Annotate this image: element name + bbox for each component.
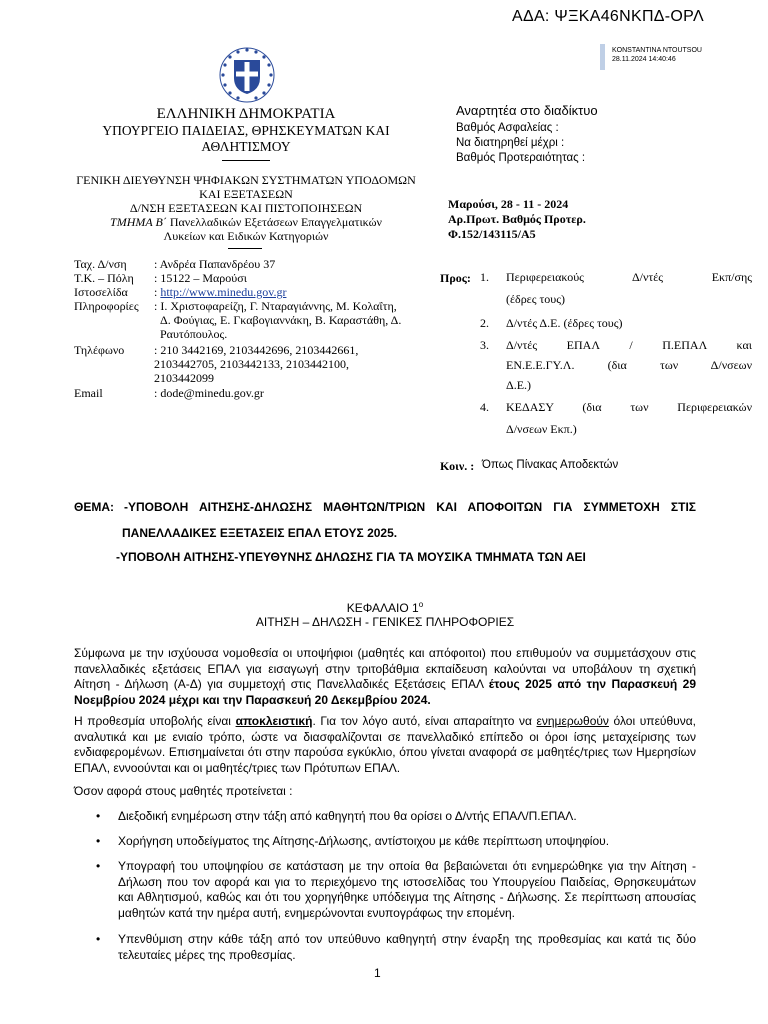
page-number: 1 [374,966,381,980]
paragraph-3: Όσον αφορά στους μαθητές προτείνεται : [74,784,293,798]
paragraph-2-text: Η προθεσμία υποβολής είναι [74,714,236,728]
phone-line3: 2103442099 [154,371,214,385]
paragraph-2-text: όλοι υπεύθυνα, αναλυτικά και με ενιαίο τρόπο, ώστε να διασφαλίζονται σε πανελλαδικό επίπεδο οι όροι ίσης μεταχείρισης των ενδιαφερομένων. Επισημαίνεται ότι στην παρούσα εγκύκλιο, όπου γίνεται αναφορά σε μαθητές/τριες των Ημερησίων ΕΠΑΛ, εννοούνται και οι μαθητές/τριες των Πρότυπων ΕΠΑΛ. [74,714,696,775]
protocol-number: Φ.152/143115/Α5 [448,227,536,241]
recipient-line: ΕΝ.Ε.Ε.ΓΥ.Λ. (δια των Δ/νσεων [506,358,752,372]
header-divider [222,160,270,161]
subject-line1: -ΥΠΟΒΟΛΗ ΑΙΤΗΣΗΣ-ΔΗΛΩΣΗΣ ΜΑΘΗΤΩΝ/ΤΡΙΩΝ ΚΑΙ ΑΠΟΦΟΙΤΩΝ ΓΙΑ ΣΥΜΜΕΤΟΧΗ ΣΤΙΣ [124,500,696,514]
paragraph-2 [74,714,696,776]
list-item-text: Χορήγηση υποδείγματος της Αίτησης-Δήλωσης, αντίστοιχου με κάθε περίπτωση υποψηφίου. [118,834,610,848]
paragraph-2-text: . Για τον λόγο αυτό, είναι απαραίτητο να [312,714,537,728]
recipient-line: ΚΕΔΑΣΥ (δια των Περιφερειακών [506,400,752,414]
to-label: Προς: [440,271,471,285]
postal-label: Τ.Κ. – Πόλη [74,271,134,285]
directorate-line1: ΓΕΝΙΚΗ ΔΙΕΥΘΥΝΣΗ ΨΗΦΙΑΚΩΝ ΣΥΣΤΗΜΑΤΩΝ ΥΠΟΔΟΜΩΝ [76,173,416,187]
address-value: : Ανδρέα Παπανδρέου 37 [154,257,276,271]
header-divider-2 [228,248,262,249]
greek-coat-of-arms-icon [218,46,276,104]
republic-title: ΕΛΛΗΝΙΚΗ ΔΗΜΟΚΡΑΤΙΑ [156,106,336,122]
recipient-num: 3. [480,338,489,352]
info-line2: Δ. Φούγιας, Ε. Γκαβογιαννάκη, Β. Καραστάθη, Δ. [160,313,402,327]
subject-line2: ΠΑΝΕΛΛΑΔΙΚΕΣ ΕΞΕΤΑΣΕΙΣ ΕΠΑΛ ΕΤΟΥΣ 2025. [122,526,398,540]
security-level: Βαθμός Ασφαλείας : [456,122,559,134]
chapter-title-text: ΚΕΦΑΛΑΙΟ 1 [346,601,419,615]
website-link[interactable]: http://www.minedu.gov.gr [160,285,287,299]
recipient-line: Δ/ντές ΕΠΑΛ / Π.ΕΠΑΛ και [506,338,752,352]
recipient-num: 2. [480,316,489,330]
signature-name: KONSTANTINA NTOUTSOU [612,47,702,54]
digital-signature-mark [600,44,605,70]
recipient-line: Δ.Ε.) [506,378,532,392]
chapter-sup: ο [418,600,424,609]
protocol-label: Αρ.Πρωτ. Βαθμός Προτερ. [448,212,586,226]
koin-label: Κοιν. : [440,459,475,473]
department-line2: Λυκείων και Ειδικών Κατηγοριών [163,229,329,243]
list-item-text: Υπενθύμιση στην κάθε τάξη από τον υπεύθυνο καθηγητή στην έναρξη της προθεσμίας και κατά τις δύο τελευταίες μέρες της προθεσμίας. [118,932,696,962]
recipient-line: Περιφερειακούς Δ/ντές Εκπ/σης [506,270,752,284]
website-label: Ιστοσελίδα [74,285,128,299]
email-label: Email [74,386,103,400]
department-line1 [60,215,432,229]
subject-line3: -ΥΠΟΒΟΛΗ ΑΙΤΗΣΗΣ-ΥΠΕΥΘΥΝΗΣ ΔΗΛΩΣΗΣ ΓΙΑ ΤΑ ΜΟΥΣΙΚΑ ΤΜΗΜΑΤΑ ΤΩΝ ΑΕΙ [116,550,586,564]
ministry-line1: ΥΠΟΥΡΓΕΙΟ ΠΑΙΔΕΙΑΣ, ΘΡΗΣΚΕΥΜΑΤΩΝ ΚΑΙ [102,123,390,138]
phone-label: Τηλέφωνο [74,343,125,357]
directorate-line2: ΚΑΙ ΕΞΕΤΑΣΕΩΝ [199,187,293,201]
signature-date: 28.11.2024 14:40:46 [612,56,676,63]
list-item-text: Υπογραφή του υποψηφίου σε κατάσταση με την οποία θα βεβαιώνεται ότι ενημερώθηκε για την Αίτηση - Δήλωση που τον αφορά και για το περιεχόμενο της ιστοσελίδας του Υπουργείου Παιδείας, Θρησκευμάτων και Αθλητισμού, καθώς και ότι του χορηγήθηκε υπόδειγμα της Αίτησης - Δήλωσης. Σε περίπτωση απουσίας μαθητών κατά την ημέρα αυτή, ενημερώνονται ενυπογράφως την επομένη. [118,859,696,920]
sub-directorate: Δ/ΝΣΗ ΕΞΕΤΑΣΕΩΝ ΚΑΙ ΠΙΣΤΟΠΟΙΗΣΕΩΝ [129,201,363,215]
bullet-icon: • [96,809,101,823]
info-line1: : Ι. Χριστοφαρείζη, Γ. Νταραγιάννης, Μ. Κολαΐτη, [154,299,397,313]
department-prefix: ΤΜΗΜΑ Β΄ [110,215,167,229]
ada-code: ΑΔΑ: ΨΞΚΑ46ΝΚΠΔ-ΟΡΛ [512,8,704,25]
koin-text: Όπως Πίνακας Αποδεκτών [482,459,619,471]
paragraph-1-text: Σύμφωνα με την ισχύουσα νομοθεσία οι υποψήφιοι (μαθητές και απόφοιτοι) που επιθυμούν να συμμετάσχουν στις πανελλαδικές εξετάσεις ΕΠΑΛ για εισαγωγή στην τριτοβάθμια εκπαίδευση καλούνται να υποβάλουν τη σχετική Αίτηση - Δήλωση (Α-Δ) για συμμετοχή στις Πανελλαδικές Εξετάσεις ΕΠΑΛ [74,646,696,691]
postal-value: : 15122 – Μαρούσι [154,271,247,285]
keep-until: Να διατηρηθεί μέχρι : [456,137,565,149]
recipient-num: 1. [480,270,489,284]
chapter-subtitle: ΑΙΤΗΣΗ – ΔΗΛΩΣΗ - ΓΕΝΙΚΕΣ ΠΛΗΡΟΦΟΡΙΕΣ [255,615,515,629]
recipient-line: Δ/νσεων Εκπ.) [506,422,577,436]
recipient-num: 4. [480,400,489,414]
publish-note: Αναρτητέα στο διαδίκτυο [456,103,598,118]
emphasis-informed: ενημερωθούν [536,714,609,728]
paragraph-1 [74,646,696,708]
email-value: : dode@minedu.gov.gr [154,386,264,400]
bullet-icon: • [96,859,101,873]
website-colon: : [154,285,161,299]
priority-level: Βαθμός Προτεραιότητας : [456,152,586,164]
chapter-title [74,600,696,615]
recipient-line: (έδρες τους) [506,292,565,306]
paragraph-1-deadline: έτους 2025 από την Παρασκευή 29 Νοεμβρίου 2024 μέχρι και την Παρασκευή 20 Δεκεμβρίου 2024. [74,677,696,707]
emphasis-exclusive: αποκλειστική [235,714,313,728]
info-line3: Ραυτόπουλος. [160,327,228,341]
digital-signature [612,46,702,64]
address-label: Ταχ. Δ/νση [74,257,127,271]
info-label: Πληροφορίες [74,299,139,313]
recipient-line: Δ/ντές Δ.Ε. (έδρες τους) [506,316,623,330]
ministry-line2: ΑΘΛΗΤΙΣΜΟΥ [201,139,291,154]
phone-line2: 2103442705, 2103442133, 2103442100, [154,357,349,371]
department-name: Πανελλαδικών Εξετάσεων Επαγγελματικών [166,215,382,229]
recipients-list [480,266,752,436]
bullet-icon: • [96,932,101,946]
bullet-icon: • [96,834,101,848]
list-item-text: Διεξοδική ενημέρωση στην τάξη από καθηγητή που θα ορίσει ο Δ/ντής ΕΠΑΛ/Π.ΕΠΑΛ. [118,809,577,823]
date-place: Μαρούσι, 28 - 11 - 2024 [448,197,569,211]
subject-label: ΘΕΜΑ: [74,500,114,514]
phone-line1: : 210 3442169, 2103442696, 2103442661, [154,343,359,357]
